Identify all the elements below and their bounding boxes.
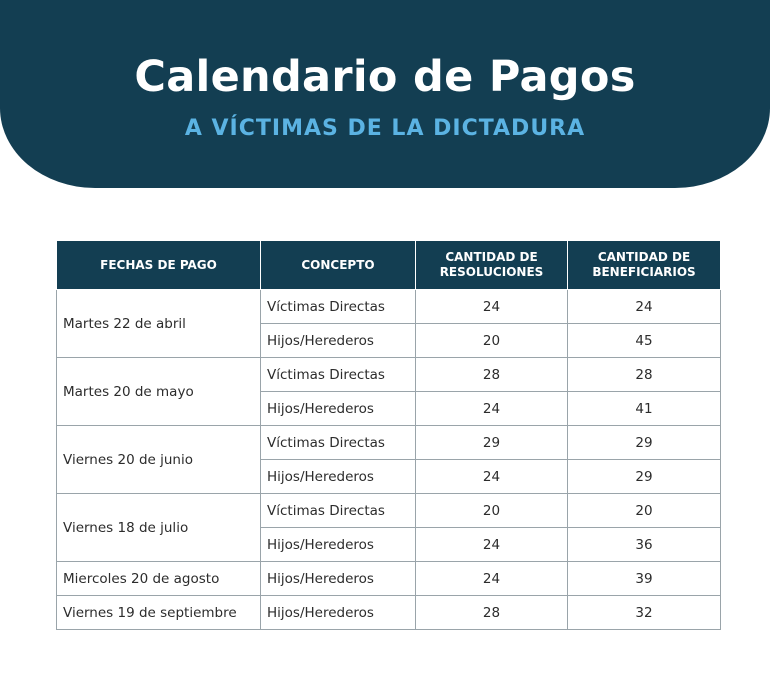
resolutions-cell: 24 [416,290,568,324]
column-header-concepto: CONCEPTO [261,241,416,290]
resolutions-cell: 24 [416,392,568,426]
concept-cell: Hijos/Herederos [261,528,416,562]
resolutions-cell: 24 [416,528,568,562]
payment-date: Martes 22 de abril [57,290,261,358]
concept-cell: Hijos/Herederos [261,460,416,494]
payments-table [56,240,721,630]
concept-cell: Hijos/Herederos [261,596,416,630]
table-header-row [57,241,721,290]
payment-date: Viernes 19 de septiembre [57,596,261,630]
payment-date: Viernes 20 de junio [57,426,261,494]
page-subtitle: A VÍCTIMAS DE LA DICTADURA [184,116,586,141]
beneficiaries-cell: 29 [568,460,721,494]
concept-cell: Víctimas Directas [261,290,416,324]
beneficiaries-cell: 29 [568,426,721,460]
header-banner [0,0,770,188]
concept-cell: Hijos/Herederos [261,392,416,426]
beneficiaries-cell: 36 [568,528,721,562]
beneficiaries-cell: 45 [568,324,721,358]
column-header-beneficiarios: CANTIDAD DE BENEFICIARIOS [568,241,721,290]
beneficiaries-cell: 39 [568,562,721,596]
resolutions-cell: 20 [416,324,568,358]
table-row [57,562,721,596]
table-row [57,596,721,630]
beneficiaries-cell: 28 [568,358,721,392]
beneficiaries-cell: 20 [568,494,721,528]
resolutions-cell: 24 [416,460,568,494]
table-row [57,358,721,392]
table-row [57,290,721,324]
beneficiaries-cell: 41 [568,392,721,426]
payment-date: Viernes 18 de julio [57,494,261,562]
column-header-resoluciones: CANTIDAD DE RESOLUCIONES [416,241,568,290]
payment-date: Miercoles 20 de agosto [57,562,261,596]
payment-date: Martes 20 de mayo [57,358,261,426]
concept-cell: Víctimas Directas [261,358,416,392]
resolutions-cell: 20 [416,494,568,528]
concept-cell: Hijos/Herederos [261,562,416,596]
table-row [57,494,721,528]
concept-cell: Víctimas Directas [261,426,416,460]
resolutions-cell: 29 [416,426,568,460]
resolutions-cell: 28 [416,596,568,630]
concept-cell: Víctimas Directas [261,494,416,528]
concept-cell: Hijos/Herederos [261,324,416,358]
resolutions-cell: 24 [416,562,568,596]
table-row [57,426,721,460]
beneficiaries-cell: 32 [568,596,721,630]
page-title: Calendario de Pagos [134,52,636,102]
column-header-fechas: FECHAS DE PAGO [57,241,261,290]
resolutions-cell: 28 [416,358,568,392]
beneficiaries-cell: 24 [568,290,721,324]
